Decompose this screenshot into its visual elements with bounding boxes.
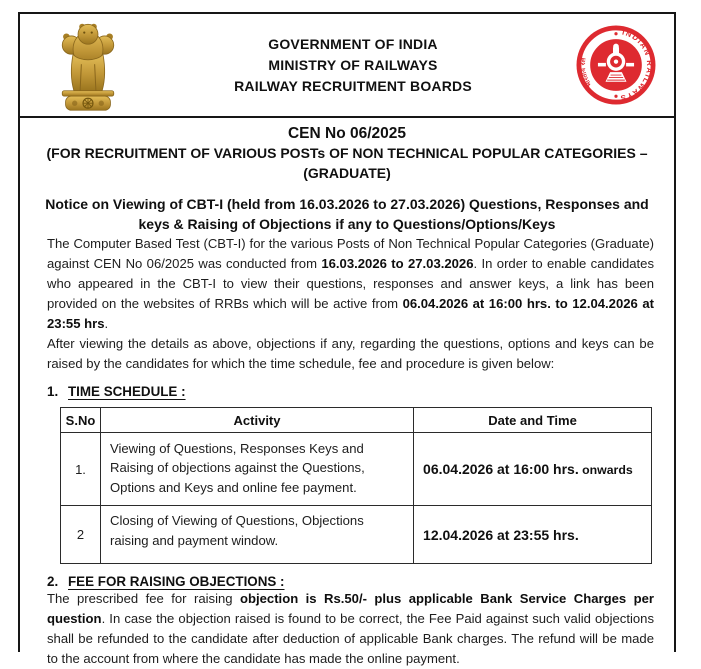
row1-datetime-main: 06.04.2026 at 16:00 hrs. [423, 461, 579, 477]
col-header-activity: Activity [100, 408, 413, 433]
recruitment-title-line2: (GRADUATE) [303, 165, 391, 181]
emblem-of-india-icon [44, 16, 132, 114]
org-line-government: GOVERNMENT OF INDIA [268, 35, 438, 52]
time-schedule-table [60, 407, 652, 564]
ir-logo-hindi-arc-text: भारतीय रेल [578, 57, 594, 89]
row2-activity: Closing of Viewing of Questions, Objections raising and payment window. [100, 506, 413, 564]
table-header-row [61, 408, 652, 433]
org-line-ministry: MINISTRY OF RAILWAYS [268, 56, 438, 73]
after-viewing-paragraph: After viewing the details as above, objections if any, regarding the questions, options and keys can be raised by the candidates for which the time schedule, fee and procedure is given below: [47, 336, 654, 371]
row1-activity: Viewing of Questions, Responses Keys and Raising of objections against the Questions, Options and Keys and online fee payment. [100, 433, 413, 506]
col-header-datetime: Date and Time [414, 408, 652, 433]
row1-sno: 1. [61, 433, 101, 506]
document-header [20, 14, 674, 118]
ir-logo-arc-text: INDIAN RAILWAYS [618, 27, 655, 103]
row2-sno: 2 [61, 506, 101, 564]
notice-heading: Notice on Viewing of CBT-I (held from 16.03.2026 to 27.03.2026) Questions, Responses and keys & Raising of Objections if any to Questions/Options/Keys [45, 196, 649, 232]
row1-datetime [414, 433, 652, 506]
col-header-sno: S.No [61, 408, 101, 433]
notice-body [20, 234, 674, 669]
indian-railways-logo-icon [574, 23, 658, 107]
section-fee-heading [47, 574, 654, 589]
table-row [61, 433, 652, 506]
table-row [61, 506, 652, 564]
ministry-title-block [132, 34, 574, 97]
row2-datetime [414, 506, 652, 564]
org-line-rrb: RAILWAY RECRUITMENT BOARDS [234, 77, 472, 94]
recruitment-title-line1: (FOR RECRUITMENT OF VARIOUS POSTs OF NON TECHNICAL POPULAR CATEGORIES – [46, 145, 648, 161]
cen-number-title: CEN No 06/2025 [287, 125, 407, 142]
section-number: 2. [47, 574, 59, 589]
row1-datetime-suffix: onwards [578, 463, 633, 477]
row2-datetime-main: 12.04.2026 at 23:55 hrs. [423, 526, 579, 543]
section-title: FEE FOR RAISING OBJECTIONS : [68, 574, 285, 589]
intro-paragraph: The Computer Based Test (CBT-I) for the various Posts of Non Technical Popular Categories (Graduate) against CEN No 06/2025 was conducted from 16.03.2026 to 27.03.2026. In order to enable candidates who appeared in the CBT-I to view their questions, responses and answer keys, a link has been provided on the websites of RRBs which will be active from 06.04.2026 at 16:00 hrs. to 12.04.2026 at 23:55 hrs. [47, 236, 655, 331]
section-title: TIME SCHEDULE : [68, 384, 186, 399]
section-number: 1. [47, 384, 59, 399]
notice-page [18, 12, 676, 666]
fee-paragraph: The prescribed fee for raising objection is Rs.50/- plus applicable Bank Service Charges per question. In case the objection raised is found to be correct, the Fee Paid against such valid objections shall be refunded to the candidate after deduction of applicable Bank charges. The refund will be made to the account from where the candidate has made the online payment. [47, 591, 654, 666]
section-time-schedule-heading [47, 384, 654, 399]
